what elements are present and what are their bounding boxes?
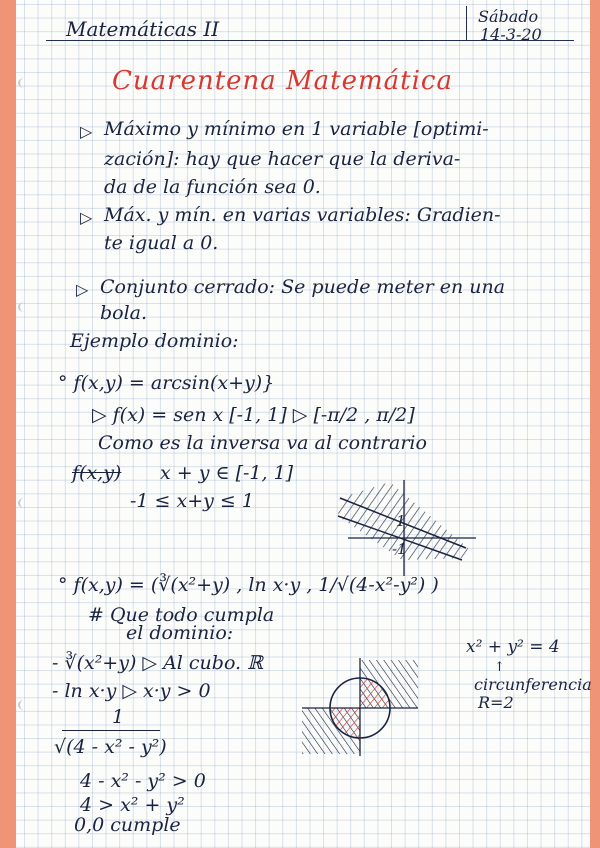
fraction-numerator: 1 — [112, 706, 125, 728]
bullet-line: te igual a 0. — [104, 232, 219, 254]
page-title: Cuarentena Matemática — [112, 66, 453, 96]
arrow-bullet-icon: ▷ — [80, 122, 93, 141]
date: 14-3-20 — [480, 25, 542, 44]
example1-struck: f(x,y) — [72, 462, 122, 484]
example-heading: Ejemplo dominio: — [70, 330, 239, 352]
up-arrow-icon: ↑ — [494, 660, 505, 675]
binder-hole — [18, 302, 30, 312]
example2-function: ° f(x,y) = (∛(x²+y) , ln x·y , 1/√(4-x²-y²) ) — [58, 574, 439, 596]
inequality: 0,0 cumple — [74, 814, 181, 836]
bullet-line: Máx. y mín. en varias variables: Gradien- — [104, 204, 501, 226]
circle-domain-graph — [300, 656, 420, 758]
binder-hole — [18, 498, 30, 508]
example2-note: el dominio: — [126, 622, 234, 644]
inequality: 4 - x² - y² > 0 — [80, 770, 206, 792]
graph-label: 1 — [396, 512, 406, 530]
example1-step: Como es la inversa va al contrario — [98, 432, 427, 454]
bullet-line: Conjunto cerrado: Se puede meter en una — [100, 276, 506, 298]
bullet-line: zación]: hay que hacer que la deriva- — [104, 148, 461, 170]
fraction-bar — [62, 730, 160, 731]
circle-label: circunferencia — [474, 675, 592, 694]
arrow-bullet-icon: ▷ — [76, 280, 89, 299]
graph-label: -1 — [392, 540, 407, 558]
bullet-line: bola. — [100, 302, 148, 324]
circle-equation: x² + y² = 4 — [466, 637, 560, 657]
inequality: 4 > x² + y² — [80, 794, 185, 816]
example2-condition: - ∛(x²+y) ▷ Al cubo. ℝ — [52, 652, 263, 674]
example2-note: # Que todo cumpla — [88, 604, 275, 626]
example1-step: -1 ≤ x+y ≤ 1 — [130, 490, 254, 512]
subject-title: Matemáticas II — [66, 17, 220, 41]
binder-hole — [18, 78, 30, 88]
bullet-line: Máximo y mínimo en 1 variable [optimi- — [104, 118, 489, 140]
bullet-line: da de la función sea 0. — [104, 176, 321, 198]
binder-hole — [18, 700, 30, 710]
example2-condition: - ln x·y ▷ x·y > 0 — [52, 680, 211, 702]
radius-label: R=2 — [478, 693, 514, 712]
header-divider — [466, 6, 467, 40]
date-day: Sábado — [478, 7, 539, 26]
example1-function: ° f(x,y) = arcsin(x+y)} — [58, 372, 275, 394]
right-margin-strip — [590, 0, 600, 848]
fraction-denominator: √(4 - x² - y²) — [54, 736, 167, 758]
left-margin-strip — [0, 0, 16, 848]
example1-step: ▷ f(x) = sen x [-1, 1] ▷ [-π/2 , π/2] — [92, 404, 415, 426]
arrow-bullet-icon: ▷ — [80, 208, 93, 227]
example1-step: x + y ∈ [-1, 1] — [160, 462, 294, 484]
